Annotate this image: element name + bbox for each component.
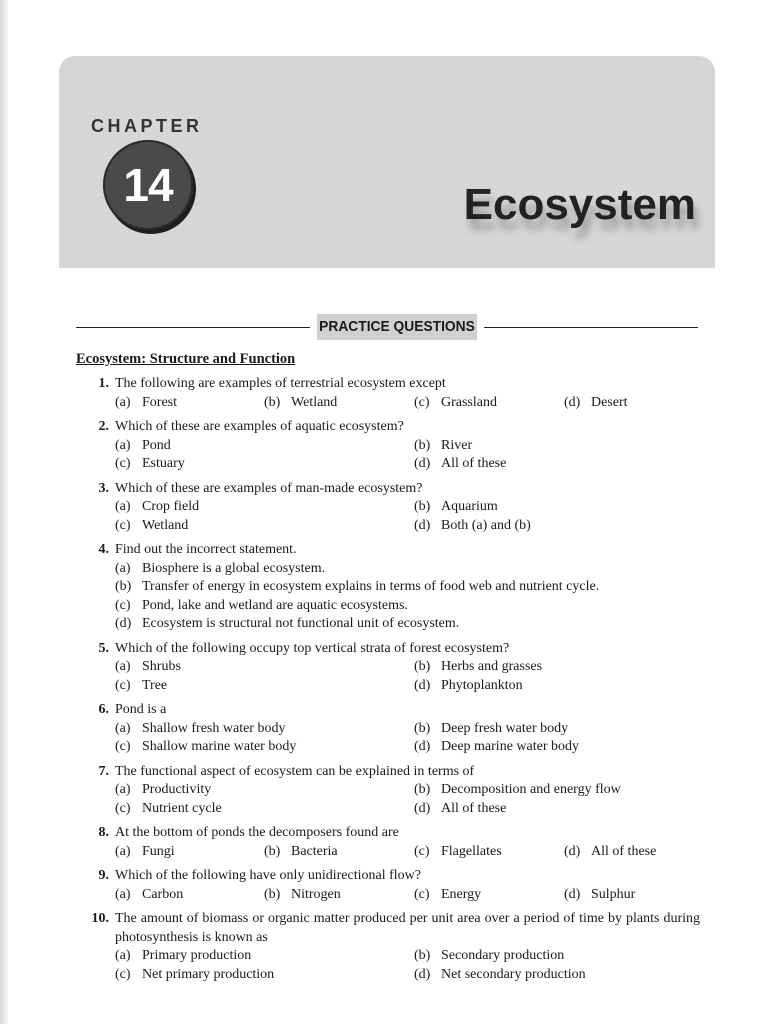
option [414,498,700,517]
question-text: Which of the following occupy top vertical strata of forest ecosystem? [115,640,510,656]
option-text: Deep fresh water body [441,720,569,736]
question-item [76,763,700,819]
option-text: Shallow fresh water body [142,720,286,736]
option-label: (b) [414,499,431,514]
option-group [115,437,700,474]
question-number: 4. [98,542,109,557]
option [414,658,700,677]
option-group [115,843,700,862]
option-text: Wetland [291,394,338,410]
chapter-label: CHAPTER [91,116,203,136]
option-text: Carbon [142,886,184,902]
option [414,677,700,696]
option-text: Tree [142,677,168,693]
option [115,437,414,456]
option-text: Desert [591,394,628,410]
question-number: 5. [98,640,109,656]
question-text: At the bottom of ponds the decomposers found are [115,825,399,840]
practice-questions-label: PRACTICE QUESTIONS [317,314,477,340]
option-label: (b) [264,843,281,859]
question-item [76,824,700,861]
option [264,843,414,862]
option-text: Energy [441,886,482,902]
question-number: 9. [98,868,109,883]
option-label: (a) [115,843,131,859]
option-text: Bacteria [291,843,338,859]
option [115,455,414,474]
option-label: (d) [564,394,581,410]
option-label: (c) [414,886,430,902]
question-text: Pond is a [115,702,167,717]
option-text: Net secondary production [441,966,586,982]
option [115,886,264,905]
option [264,886,414,905]
option-text: Ecosystem is structural not functional unit of ecosystem. [142,616,460,631]
option-text: All of these [441,800,507,816]
option-text: Nitrogen [291,886,341,902]
option-group [115,720,700,757]
option [414,800,700,819]
option-text: Both (a) and (b) [441,517,531,533]
option [414,455,700,474]
option-text: Biosphere is a global ecosystem. [142,560,326,576]
option-label: (d) [414,517,431,533]
option [414,738,700,757]
option-text: Transfer of energy in ecosystem explains in terms of food web and nutrient cycle. [142,579,600,594]
question-number: 1. [98,376,109,391]
banner-rule-right [484,327,698,328]
option-label: (b) [414,782,431,797]
option-label: (d) [414,677,431,693]
option-text: All of these [591,843,657,859]
option-text: Pond [142,437,171,453]
option [564,886,700,905]
option [115,560,700,579]
option-group [115,498,700,535]
option-label: (c) [414,394,430,410]
option [414,886,564,905]
option-label: (d) [564,886,581,902]
option-group [115,781,700,818]
chapter-number-badge [103,140,193,230]
question-number: 7. [98,763,109,779]
option-text: Wetland [142,517,189,533]
option-group [115,947,700,984]
question-list [76,375,700,990]
option-text: Crop field [142,499,200,514]
option [115,615,700,634]
practice-questions-banner [76,314,698,340]
question-number: 8. [98,825,109,840]
option [414,843,564,862]
option-label: (c) [115,517,131,533]
option [115,966,414,985]
option [564,394,700,413]
option-label: (c) [115,800,131,816]
option-group [115,658,700,695]
option-text: Pond, lake and wetland are aquatic ecosystems. [142,597,408,613]
question-text: The amount of biomass or organic matter produced per unit area over a period of time by plants during photosynthesis is known as [115,911,700,945]
option-label: (d) [564,843,581,859]
option [115,843,264,862]
question-number: 3. [98,480,109,496]
question-item [76,867,700,904]
option [414,394,564,413]
option-text: Herbs and grasses [441,659,543,674]
option-label: (c) [115,597,131,613]
option [115,947,414,966]
option-text: All of these [441,456,507,471]
option-text: Sulphur [591,886,636,902]
option-label: (c) [115,739,131,754]
option-text: Phytoplankton [441,677,523,693]
option-label: (b) [264,394,281,410]
option [414,781,700,800]
option [414,947,700,966]
option [414,517,700,536]
option-text: Fungi [142,843,175,859]
option [414,966,700,985]
option [115,597,700,616]
option-text: Secondary production [441,948,565,963]
option-label: (a) [115,948,131,963]
option [115,517,414,536]
banner-rule-left [76,327,310,328]
option-label: (a) [115,782,131,797]
option-label: (d) [414,800,431,816]
option-label: (a) [115,499,131,514]
option-label: (a) [115,394,131,410]
option-label: (b) [414,659,431,674]
option-label: (b) [414,720,431,736]
option-label: (d) [414,456,431,471]
option [115,720,414,739]
option-label: (a) [115,560,131,576]
option-text: Flagellates [441,843,502,859]
question-text: Which of these are examples of aquatic ecosystem? [115,419,404,434]
question-item [76,541,700,634]
question-item [76,418,700,474]
option-label: (a) [115,659,131,674]
question-number: 2. [98,419,109,434]
option [115,578,700,597]
option-label: (a) [115,437,131,453]
option [115,394,264,413]
option-text: Shallow marine water body [142,739,297,754]
question-item [76,480,700,536]
question-text: Find out the incorrect statement. [115,542,297,557]
option-text: Grassland [441,394,497,410]
option-label: (c) [115,677,131,693]
option [115,677,414,696]
page-left-edge [0,0,8,1024]
option [414,437,700,456]
option-text: Deep marine water body [441,739,579,754]
option [264,394,414,413]
option [115,800,414,819]
option-text: Nutrient cycle [142,800,222,816]
option-label: (c) [414,843,430,859]
option-label: (b) [414,948,431,963]
chapter-number: 14 [123,159,173,211]
question-number: 6. [98,702,109,717]
option [115,658,414,677]
option-text: River [441,437,473,453]
option-label: (b) [414,437,431,453]
option-label: (d) [115,616,132,631]
option-label: (d) [414,739,431,754]
option-group [115,560,700,634]
option-label: (b) [115,579,132,594]
question-number: 10. [91,911,109,926]
option [414,720,700,739]
option-text: Productivity [142,782,212,797]
question-item [76,701,700,757]
question-item [76,375,700,412]
option-text: Net primary production [142,966,275,982]
option-text: Forest [142,394,177,410]
question-item [76,640,700,696]
option-label: (c) [115,456,131,471]
option-text: Decomposition and energy flow [441,782,621,797]
question-item [76,910,700,984]
option-label: (a) [115,886,131,902]
option-label: (d) [414,966,431,982]
option [115,738,414,757]
option-label: (a) [115,720,131,736]
option-label: (b) [264,886,281,902]
option-label: (c) [115,966,131,982]
question-text: The functional aspect of ecosystem can be explained in terms of [115,763,475,779]
section-heading: Ecosystem: Structure and Function [76,351,296,367]
question-text: Which of the following have only unidirectional flow? [115,868,421,883]
option-group [115,886,700,905]
option-text: Aquarium [441,499,498,514]
question-text: The following are examples of terrestrial ecosystem except [115,376,446,391]
chapter-title: Ecosystem [463,180,696,229]
option-group [115,394,700,413]
option-text: Estuary [142,456,185,471]
option-text: Shrubs [142,659,181,674]
question-text: Which of these are examples of man-made ecosystem? [115,480,423,496]
option-text: Primary production [142,948,252,963]
option [564,843,700,862]
option [115,498,414,517]
option [115,781,414,800]
